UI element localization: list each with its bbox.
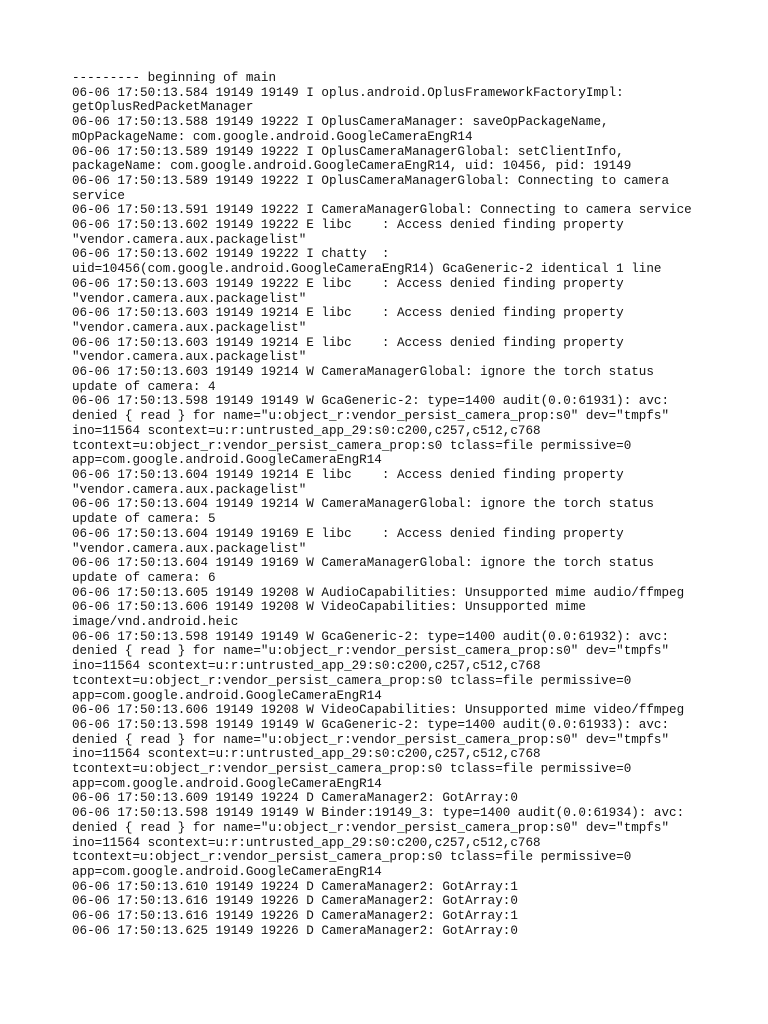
log-line: denied { read } for name="u:object_r:vendor_persist_camera_prop:s0" dev="tmpfs": [72, 820, 670, 835]
log-line: ino=11564 scontext=u:r:untrusted_app_29:s0:c200,c257,c512,c768: [72, 747, 541, 762]
log-line: tcontext=u:object_r:vendor_persist_camera_prop:s0 tclass=file permissive=0: [72, 673, 632, 688]
log-line: 06-06 17:50:13.604 19149 19214 W CameraManagerGlobal: ignore the torch status: [72, 497, 654, 512]
log-line: ino=11564 scontext=u:r:untrusted_app_29:s0:c200,c257,c512,c768: [72, 659, 541, 674]
log-line: mOpPackageName: com.google.android.GoogleCameraEngR14: [72, 129, 473, 144]
log-line: 06-06 17:50:13.603 19149 19214 E libc : Access denied finding property: [72, 335, 624, 350]
log-line: getOplusRedPacketManager: [72, 100, 254, 115]
log-line: denied { read } for name="u:object_r:vendor_persist_camera_prop:s0" dev="tmpfs": [72, 732, 670, 747]
log-line: 06-06 17:50:13.604 19149 19169 E libc : Access denied finding property: [72, 526, 624, 541]
log-line: update of camera: 5: [72, 512, 216, 527]
log-line: "vendor.camera.aux.packagelist": [72, 350, 307, 365]
log-line: 06-06 17:50:13.606 19149 19208 W VideoCapabilities: Unsupported mime: [72, 600, 586, 615]
log-line: 06-06 17:50:13.610 19149 19224 D CameraManager2: GotArray:1: [72, 879, 518, 894]
log-line: app=com.google.android.GoogleCameraEngR14: [72, 864, 382, 879]
log-line: 06-06 17:50:13.598 19149 19149 W GcaGeneric-2: type=1400 audit(0.0:61933): avc:: [72, 717, 670, 732]
log-line: service: [72, 188, 125, 203]
log-line: app=com.google.android.GoogleCameraEngR14: [72, 776, 382, 791]
log-line: "vendor.camera.aux.packagelist": [72, 482, 307, 497]
log-line: "vendor.camera.aux.packagelist": [72, 320, 307, 335]
log-line: denied { read } for name="u:object_r:vendor_persist_camera_prop:s0" dev="tmpfs": [72, 644, 670, 659]
log-line: ino=11564 scontext=u:r:untrusted_app_29:s0:c200,c257,c512,c768: [72, 423, 541, 438]
log-line: 06-06 17:50:13.588 19149 19222 I OplusCameraManager: saveOpPackageName,: [72, 115, 609, 130]
log-line: "vendor.camera.aux.packagelist": [72, 541, 307, 556]
log-line: denied { read } for name="u:object_r:vendor_persist_camera_prop:s0" dev="tmpfs": [72, 409, 670, 424]
log-line: 06-06 17:50:13.602 19149 19222 I chatty :: [72, 247, 390, 262]
log-line: packageName: com.google.android.GoogleCameraEngR14, uid: 10456, pid: 19149: [72, 159, 632, 174]
log-line: 06-06 17:50:13.589 19149 19222 I OplusCameraManagerGlobal: setClientInfo,: [72, 144, 624, 159]
log-line: 06-06 17:50:13.589 19149 19222 I OplusCameraManagerGlobal: Connecting to camera: [72, 173, 670, 188]
log-line: tcontext=u:object_r:vendor_persist_camera_prop:s0 tclass=file permissive=0: [72, 850, 632, 865]
log-line: update of camera: 6: [72, 570, 216, 585]
log-line: "vendor.camera.aux.packagelist": [72, 232, 307, 247]
log-line: "vendor.camera.aux.packagelist": [72, 291, 307, 306]
log-line: 06-06 17:50:13.598 19149 19149 W GcaGeneric-2: type=1400 audit(0.0:61931): avc:: [72, 394, 670, 409]
log-line: 06-06 17:50:13.605 19149 19208 W AudioCapabilities: Unsupported mime audio/ffmpeg: [72, 585, 685, 600]
log-line: 06-06 17:50:13.616 19149 19226 D CameraManager2: GotArray:1: [72, 909, 518, 924]
log-line: 06-06 17:50:13.584 19149 19149 I oplus.android.OplusFrameworkFactoryImpl:: [72, 85, 624, 100]
log-line: 06-06 17:50:13.598 19149 19149 W Binder:19149_3: type=1400 audit(0.0:61934): avc:: [72, 806, 685, 821]
log-line: 06-06 17:50:13.604 19149 19169 W CameraManagerGlobal: ignore the torch status: [72, 556, 654, 571]
log-line: ino=11564 scontext=u:r:untrusted_app_29:s0:c200,c257,c512,c768: [72, 835, 541, 850]
log-line: 06-06 17:50:13.603 19149 19222 E libc : Access denied finding property: [72, 276, 624, 291]
log-line: 06-06 17:50:13.604 19149 19214 E libc : Access denied finding property: [72, 467, 624, 482]
log-line: 06-06 17:50:13.625 19149 19226 D CameraManager2: GotArray:0: [72, 923, 518, 938]
log-line: tcontext=u:object_r:vendor_persist_camera_prop:s0 tclass=file permissive=0: [72, 438, 632, 453]
log-line: 06-06 17:50:13.598 19149 19149 W GcaGeneric-2: type=1400 audit(0.0:61932): avc:: [72, 629, 670, 644]
log-document: [72, 71, 752, 938]
log-line: app=com.google.android.GoogleCameraEngR14: [72, 453, 382, 468]
log-line: tcontext=u:object_r:vendor_persist_camera_prop:s0 tclass=file permissive=0: [72, 762, 632, 777]
log-line: uid=10456(com.google.android.GoogleCameraEngR14) GcaGeneric-2 identical 1 line: [72, 262, 662, 277]
log-line: image/vnd.android.heic: [72, 615, 239, 630]
log-header-line: --------- beginning of main: [72, 71, 277, 85]
log-line: 06-06 17:50:13.616 19149 19226 D CameraManager2: GotArray:0: [72, 894, 518, 909]
log-line: 06-06 17:50:13.602 19149 19222 E libc : Access denied finding property: [72, 218, 624, 233]
log-line: update of camera: 4: [72, 379, 216, 394]
log-line: 06-06 17:50:13.609 19149 19224 D CameraManager2: GotArray:0: [72, 791, 518, 806]
log-line: app=com.google.android.GoogleCameraEngR14: [72, 688, 382, 703]
log-line: 06-06 17:50:13.603 19149 19214 W CameraManagerGlobal: ignore the torch status: [72, 365, 654, 380]
log-line: 06-06 17:50:13.603 19149 19214 E libc : Access denied finding property: [72, 306, 624, 321]
log-line: 06-06 17:50:13.591 19149 19222 I CameraManagerGlobal: Connecting to camera service: [72, 203, 692, 218]
log-line: 06-06 17:50:13.606 19149 19208 W VideoCapabilities: Unsupported mime video/ffmpeg: [72, 703, 685, 718]
